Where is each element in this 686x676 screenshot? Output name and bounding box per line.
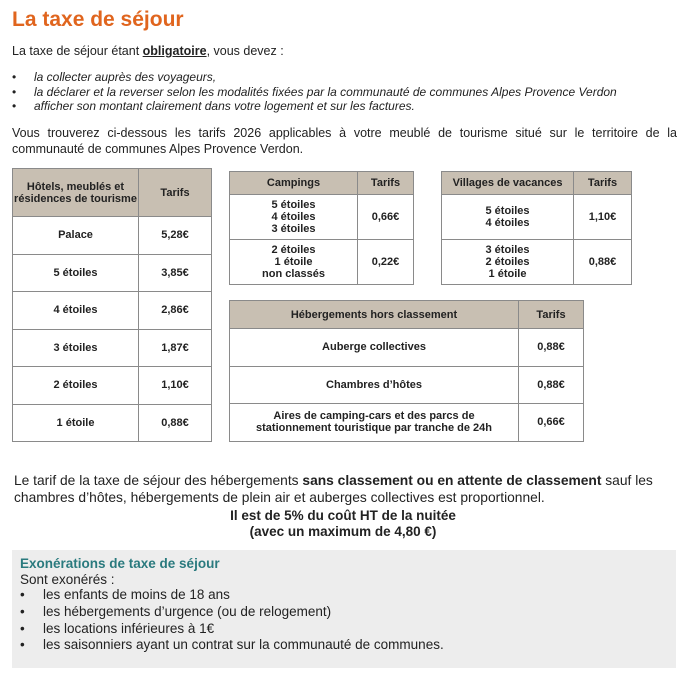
- tarif-line: Il est de 5% du coût HT de la nuitée: [230, 508, 456, 523]
- list-item: • les hébergements d’urgence (ou de relogement): [20, 604, 668, 621]
- table-row: [442, 195, 632, 240]
- cell-line: 3 étoiles: [485, 244, 530, 256]
- cell-line: 1 étoile: [488, 268, 527, 280]
- table-cell: 1,10€: [574, 195, 632, 240]
- table-row: [230, 240, 414, 285]
- table-cell: 1 étoile: [13, 404, 139, 442]
- tarif-text-prefix: Le tarif de la taxe de séjour des hébergements: [14, 473, 303, 488]
- list-item: • les saisonniers ayant un contrat sur la communauté de communes.: [20, 637, 668, 654]
- table-header: Hébergements hors classement: [230, 301, 519, 329]
- table-header: Tarifs: [358, 172, 414, 195]
- table-cell: 0,66€: [519, 404, 584, 442]
- table-cell: 0,88€: [519, 366, 584, 404]
- exonerations-title: Exonérations de taxe de séjour: [20, 556, 220, 571]
- table-row: [13, 404, 212, 442]
- table-cell: 2,86€: [139, 292, 212, 330]
- table-header: Villages de vacances: [442, 172, 574, 195]
- table-row: [230, 404, 584, 442]
- intro-prefix: La taxe de séjour étant: [12, 44, 143, 58]
- cell-line: 5 étoiles: [271, 199, 316, 211]
- cell-line: 4 étoiles: [271, 211, 316, 223]
- table-row: [13, 329, 212, 367]
- cell-line: 1 étoile: [274, 256, 313, 268]
- table-cell: [230, 195, 358, 240]
- intro-text: [12, 44, 284, 58]
- list-item: • afficher son montant clairement dans votre logement et sur les factures.: [12, 99, 617, 114]
- cell-line: 5 étoiles: [485, 205, 530, 217]
- table-cell: 1,10€: [139, 367, 212, 405]
- cell-line: non classés: [262, 268, 325, 280]
- exonerations-intro: Sont exonérés :: [20, 572, 115, 587]
- obligations-list: [12, 70, 617, 114]
- cell-line: 3 étoiles: [271, 223, 316, 235]
- table-cell: Auberge collectives: [230, 329, 519, 367]
- table-cell: 1,87€: [139, 329, 212, 367]
- list-item: • les enfants de moins de 18 ans: [20, 587, 668, 604]
- table-row: [13, 217, 212, 255]
- table-row: [442, 240, 632, 285]
- table-cell: [230, 240, 358, 285]
- tarif-line: (avec un maximum de 4,80 €): [249, 524, 437, 539]
- table-cell: 5,28€: [139, 217, 212, 255]
- tarif-text-suffix: sauf les chambres d’hôtes, hébergements de plein air et auberges collectives est proportionnel.: [14, 473, 653, 505]
- intro-suffix: , vous devez :: [206, 44, 284, 58]
- table-row: [13, 254, 212, 292]
- table-row: [13, 367, 212, 405]
- tarifs-intro: Vous trouverez ci-dessous les tarifs 2026 applicables à votre meublé de tourisme situé sur le territoire de la communauté de communes Alpes Provence Verdon.: [12, 126, 677, 156]
- hors-classement-table: [229, 300, 584, 442]
- exonerations-list: [20, 587, 668, 654]
- table-header: Campings: [230, 172, 358, 195]
- table-cell: Chambres d’hôtes: [230, 366, 519, 404]
- hotels-table: [12, 168, 212, 442]
- table-cell: 0,22€: [358, 240, 414, 285]
- cell-line: 2 étoiles: [271, 244, 316, 256]
- table-header: Tarifs: [519, 301, 584, 329]
- page-title: La taxe de séjour: [12, 8, 184, 31]
- table-row: [230, 366, 584, 404]
- tarif-highlight: [0, 508, 686, 540]
- table-cell: [442, 195, 574, 240]
- tarif-proportionnel-text: [14, 473, 674, 506]
- campings-table: [229, 171, 414, 285]
- tarif-text-bold: sans classement ou en attente de classement: [302, 473, 602, 488]
- table-header: Hôtels, meublés et résidences de tourisme: [13, 169, 139, 217]
- list-item: • la collecter auprès des voyageurs,: [12, 70, 617, 85]
- table-cell: 3,85€: [139, 254, 212, 292]
- table-cell: 5 étoiles: [13, 254, 139, 292]
- table-header: Tarifs: [574, 172, 632, 195]
- table-cell: 0,88€: [519, 329, 584, 367]
- table-row: [230, 329, 584, 367]
- intro-emphasis: obligatoire: [142, 44, 207, 58]
- table-cell: 0,88€: [574, 240, 632, 285]
- table-cell: 2 étoiles: [13, 367, 139, 405]
- exonerations-box: [12, 550, 676, 668]
- table-cell: 4 étoiles: [13, 292, 139, 330]
- villages-table: [441, 171, 632, 285]
- table-cell: 0,88€: [139, 404, 212, 442]
- table-cell: Aires de camping-cars et des parcs de stationnement touristique par tranche de 24h: [230, 404, 519, 442]
- table-row: [230, 195, 414, 240]
- table-cell: 3 étoiles: [13, 329, 139, 367]
- table-cell: Palace: [13, 217, 139, 255]
- list-item: • la déclarer et la reverser selon les modalités fixées par la communauté de communes Alpes Provence Verdon: [12, 85, 617, 100]
- table-cell: 0,66€: [358, 195, 414, 240]
- table-header: Tarifs: [139, 169, 212, 217]
- table-cell: [442, 240, 574, 285]
- list-item: • les locations inférieures à 1€: [20, 621, 668, 638]
- table-row: [13, 292, 212, 330]
- cell-line: 2 étoiles: [485, 256, 530, 268]
- cell-line: 4 étoiles: [485, 217, 530, 229]
